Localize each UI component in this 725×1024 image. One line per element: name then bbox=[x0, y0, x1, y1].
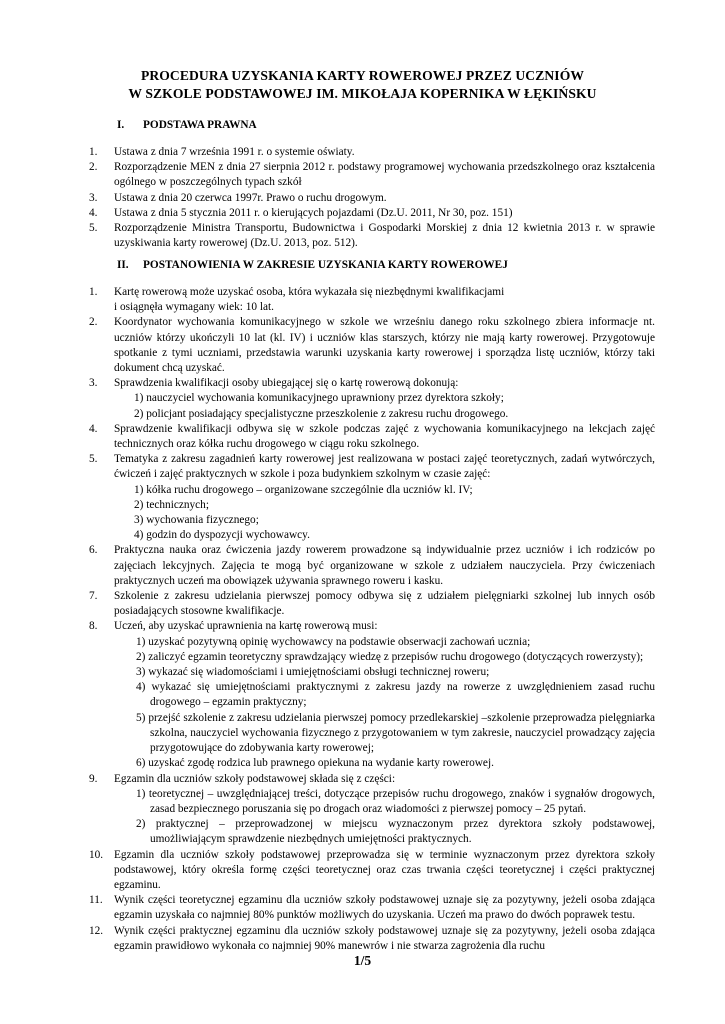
sub-item: 2) praktycznej – przeprowadzonej w miejscu wyznaczonym przez dyrektora szkoły podstawowej, umożliwiającym sprawdzenie niezbędnych umiejętności praktycznych. bbox=[136, 818, 655, 846]
section-title: POSTANOWIENIA W ZAKRESIE UZYSKANIA KARTY ROWEROWEJ bbox=[143, 259, 508, 271]
list-item: 12. Wynik części praktycznej egzaminu dla uczniów szkoły podstawowej uznaje się za pozytywny, jeżeli osoba zdająca egzamin prawidłowo wykonała co najmniej 90% manewrów i nie stwarza zagrożenia dla ruchu bbox=[89, 924, 655, 952]
list-item: 2. Koordynator wychowania komunikacyjnego w szkole we wrześniu danego roku szkolnego zbiera informacje nt. uczniów którzy ukończyli 10 lat (kl. IV) i uczniów klas starszych, którzy nie mają karty rowerowej. Przygotowuje spotkanie z tymi uczniami, przedstawia warunki uzyskania karty rowerowej i sporządza listę uczniów, którzy taki dokument chcą uzyskać. bbox=[89, 316, 655, 375]
section-number: I. bbox=[117, 119, 125, 131]
sub-item: 1) teoretycznej – uwzględniającej treści, dotyczące przepisów ruchu drogowego, znaków i sygnałów drogowych, zasad bezpiecznego poruszania się po drogach oraz wiadomości z pierwszej pomocy – 25 pytań. bbox=[136, 787, 655, 815]
page-number: 1/5 bbox=[353, 953, 372, 968]
list-item: 7. Szkolenie z zakresu udzielania pierwszej pomocy odbywa się z udziałem pielęgniarki szkolnej lub innych osób posiadających stosowne kwalifikacje. bbox=[89, 590, 655, 618]
list-item: 4. Ustawa z dnia 5 stycznia 2011 r. o kierujących pojazdami (Dz.U. 2011, Nr 30, poz. 151) bbox=[89, 206, 513, 219]
list-item: 8. Uczeń, aby uzyskać uprawnienia na kartę rowerową musi: 1) uzyskać pozytywną opinię wychowawcy na podstawie obserwacji zachowań ucznia; 2) zaliczyć egzamin teoretyczny sprawdzający wiedzę z przepisów ruchu drogowego (dotyczących rowerzysty); 3) wykazać się wiadomościami i umiejętnościami obsługi technicznej roweru; 4) wykazać się umiejętnościami praktycznymi z zakresu jazdy na rowerze z uwzględnieniem zasad ruchu drogowego – egzamin praktyczny; 5) przejść szkolenie z zakresu udzielania pierwszej pomocy przedlekarskiej –szkolenie przeprowadza pielęgniarka szkolna, nauczyciel wychowania fizycznego z przygotowaniem w tym zakresie, nauczyciel prowadzący zajęcia przygotowujące do zdobywania karty rowerowej; 6) uzyskać zgodę rodzica lub prawnego opiekuna na wydanie karty rowerowej. bbox=[89, 619, 655, 771]
list-item: 6. Praktyczna nauka oraz ćwiczenia jazdy rowerem prowadzone są indywidualnie przez uczniów i ich rodziców po zajęciach lekcyjnych. Zajęcia te mogą być organizowane w szkole z udziałem nauczyciela. Przy ćwiczeniach praktycznych uczeń ma obowiązek używania sprawnego roweru i kasku. bbox=[89, 544, 655, 587]
list-item: 5. Rozporządzenie Ministra Transportu, Budownictwa i Gospodarki Morskiej z dnia 12 kwietnia 2013 r. w sprawie uzyskiwania karty rowerowej (Dz.U. 2013, poz. 512). bbox=[89, 222, 655, 250]
sub-item: 4) godzin do dyspozycji wychowawcy. bbox=[134, 529, 310, 542]
list-item: 3. Sprawdzenia kwalifikacji osoby ubiegającej się o kartę rowerową dokonują: 1) nauczyciel wychowania komunikacyjnego uprawniony przez dyrektora szkoły; 2) policjant posiadający specjalistyczne przeszkolenie z zakresu ruchu drogowego. bbox=[89, 376, 655, 422]
sub-item: 4) wykazać się umiejętnościami praktycznymi z zakresu jazdy na rowerze z uwzględnieniem zasad ruchu drogowego – egzamin praktyczny; bbox=[136, 681, 655, 709]
document-title-line-1: PROCEDURA UZYSKANIA KARTY ROWEROWEJ PRZEZ UCZNIÓW bbox=[140, 68, 585, 83]
sub-item: 6) uzyskać zgodę rodzica lub prawnego opiekuna na wydanie karty rowerowej. bbox=[136, 757, 494, 770]
section-number: II. bbox=[117, 259, 129, 271]
list-item: 1. Ustawa z dnia 7 września 1991 r. o systemie oświaty. bbox=[89, 146, 355, 158]
list-item: 1. Kartę rowerową może uzyskać osoba, która wykazała się niezbędnymi kwalifikacjami i osiągnęła wymagany wiek: 10 lat. bbox=[89, 286, 505, 314]
list-item: 10. Egzamin dla uczniów szkoły podstawowej przeprowadza się w terminie wyznaczonym przez dyrektora szkoły podstawowej, który określa formę części teoretycznej oraz czas trwania części teoretycznej i części praktycznej egzaminu. bbox=[89, 848, 655, 891]
provisions-list bbox=[89, 285, 655, 954]
list-item: 9. Egzamin dla uczniów szkoły podstawowej składa się z części: 1) teoretycznej – uwzględniającej treści, dotyczące przepisów ruchu drogowego, znaków i sygnałów drogowych, zasad bezpiecznego poruszania się po drogach oraz wiadomości z pierwszej pomocy – 25 pytań. 2) praktycznej – przeprowadzonej w miejscu wyznaczonym przez dyrektora szkoły podstawowej, umożliwiającym sprawdzenie niezbędnych umiejętności praktycznych. bbox=[89, 772, 655, 848]
sub-item: 3) wychowania fizycznego; bbox=[134, 514, 259, 527]
section-2-heading bbox=[117, 259, 508, 271]
list-item: 5. Tematyka z zakresu zagadnień karty rowerowej jest realizowana w postaci zajęć teoretycznych, zadań wytwórczych, ćwiczeń i zajęć praktycznych w szkole i poza budynkiem szkolnym w czasie zajęć: 1) kółka ruchu drogowego – organizowane szczególnie dla uczniów kl. IV; 2) technicznych; 3) wychowania fizycznego; 4) godzin do dyspozycji wychowawcy. bbox=[89, 452, 655, 543]
sub-item: 2) zaliczyć egzamin teoretyczny sprawdzający wiedzę z przepisów ruchu drogowego (dotyczących rowerzysty); bbox=[136, 650, 644, 663]
sub-item: 2) technicznych; bbox=[134, 498, 209, 511]
legal-basis-list bbox=[89, 145, 655, 251]
sub-item: 1) uzyskać pozytywną opinię wychowawcy na podstawie obserwacji zachowań ucznia; bbox=[136, 635, 531, 648]
document-title-line-2: W SZKOLE PODSTAWOWEJ IM. MIKOŁAJA KOPERNIKA W ŁĘKIŃSKU bbox=[128, 86, 597, 101]
section-1-heading bbox=[117, 119, 257, 131]
sub-item: 2) policjant posiadający specjalistyczne przeszkolenie z zakresu ruchu drogowego. bbox=[134, 407, 509, 420]
sub-item: 1) nauczyciel wychowania komunikacyjnego uprawniony przez dyrektora szkoły; bbox=[134, 392, 504, 405]
list-item: 11. Wynik części teoretycznej egzaminu dla uczniów szkoły podstawowej uznaje się za pozytywny, jeżeli osoba zdająca egzamin uzyskała co najmniej 80% punktów możliwych do uzyskania. Uczeń ma prawo do dwóch poprawek testu. bbox=[89, 894, 655, 922]
list-item: 2. Rozporządzenie MEN z dnia 27 sierpnia 2012 r. podstawy programowej wychowania przedszkolnego oraz kształcenia ogólnego w poszczególnych typach szkół bbox=[89, 161, 655, 189]
section-title: PODSTAWA PRAWNA bbox=[143, 119, 257, 131]
sub-item: 3) wykazać się wiadomościami i umiejętnościami obsługi technicznej roweru; bbox=[136, 666, 490, 679]
list-item: 3. Ustawa z dnia 20 czerwca 1997r. Prawo o ruchu drogowym. bbox=[89, 191, 387, 204]
sub-item: 1) kółka ruchu drogowego – organizowane szczególnie dla uczniów kl. IV; bbox=[134, 483, 473, 496]
list-item: 4. Sprawdzenie kwalifikacji odbywa się w szkole podczas zajęć z wychowania komunikacyjnego na lekcjach zajęć technicznych oraz kółka ruchu drogowego w ciągu roku szkolnego. bbox=[89, 422, 655, 451]
sub-item: 5) przejść szkolenie z zakresu udzielania pierwszej pomocy przedlekarskiej –szkolenie przeprowadza pielęgniarka szkolna, nauczyciel wychowania fizycznego z przygotowaniem w tym zakresie, nauczyciel prowadzący zajęcia przygotowujące do zdobywania karty rowerowej; bbox=[136, 711, 655, 755]
